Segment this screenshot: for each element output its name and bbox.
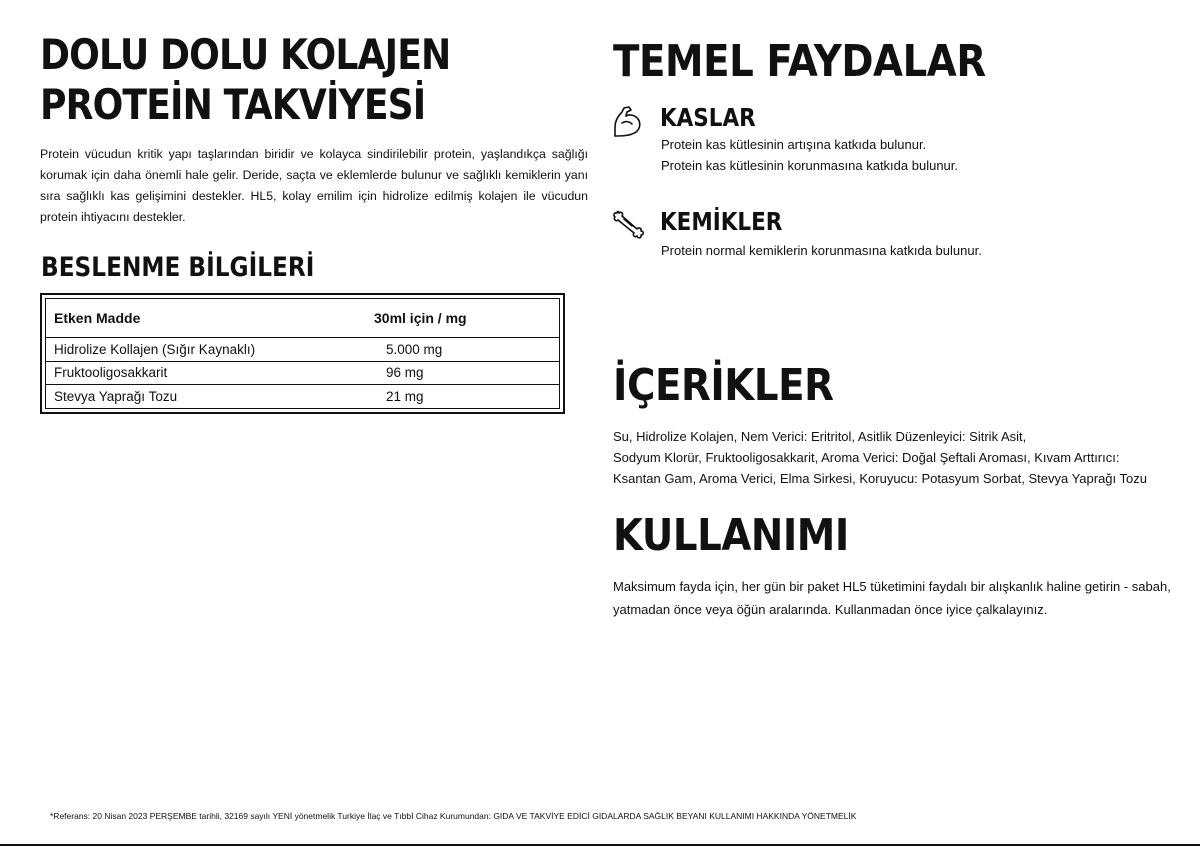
benefit-bones-title: KEMİKLER xyxy=(660,207,783,236)
nutrition-title: BESLENME BİLGİLERİ xyxy=(41,252,315,283)
ingredients-title: İÇERİKLER xyxy=(613,360,834,411)
product-title-line-1: DOLU DOLU KOLAJEN xyxy=(40,30,451,79)
ingredients-line: Su, Hidrolize Kolajen, Nem Verici: Eritritol, Asitlik Düzenleyici: Sitrik Asit, xyxy=(613,429,1027,444)
usage-text xyxy=(613,575,1173,621)
benefit-muscles-line-2: Protein kas kütlesinin korunmasına katkıda bulunur. xyxy=(661,158,959,173)
benefits-title: TEMEL FAYDALAR xyxy=(613,36,986,87)
benefit-muscles xyxy=(610,103,1130,183)
usage-line: Maksimum fayda için, her gün bir paket HL5 tüketimini faydalı bir alışkanlık haline getirin - sabah, xyxy=(613,579,1171,594)
table-row xyxy=(46,361,560,385)
table-row xyxy=(46,385,560,409)
product-description: Protein vücudun kritik yapı taşlarından biridir ve kolayca sindirilebilir protein, yaşlandıkça sağlığı korumak için daha önemli hale gelir. Deride, saçta ve eklemlerde bulunur ve sağlıklı kemiklerin yanı sıra sağlıklı kas gelişimini destekler. HL5, kolay emilim için hidrolize edilmiş kolajen ile vücudun protein ihtiyacını destekler. xyxy=(40,147,588,224)
product-title xyxy=(40,30,487,130)
ingredient-name: Fruktooligosakkarit xyxy=(46,361,367,385)
reference-footnote: *Referans: 20 Nisan 2023 PERŞEMBE tarihli, 32169 sayılı YENİ yönetmelik Turkiye İlaç ve Tıbbİ Cihaz Kurumundan: GIDA VE TAKVİYE EDİCİ GIDALARDA SAĞLIK BEYANI KULLANIMI HAKKINDA YÖNETMELİK xyxy=(50,811,857,821)
benefit-muscles-title: KASLAR xyxy=(660,103,756,132)
nutrition-table-frame xyxy=(40,293,565,414)
muscle-arm-icon xyxy=(610,103,646,139)
benefit-bones-line-1: Protein normal kemiklerin korunmasına katkıda bulunur. xyxy=(661,243,982,258)
benefit-bones xyxy=(610,207,1130,267)
ingredient-amount: 5.000 mg xyxy=(366,338,560,362)
ingredients-line: Sodyum Klorür, Fruktooligosakkarit, Aroma Verici: Doğal Şeftali Aroması, Kıvam Arttırıcı: xyxy=(613,450,1120,465)
bottom-divider xyxy=(0,844,1200,846)
ingredient-amount: 21 mg xyxy=(386,389,424,405)
table-row xyxy=(46,338,560,362)
product-title-line-2: PROTEİN TAKVİYESİ xyxy=(40,80,426,129)
ingredients-line: Ksantan Gam, Aroma Verici, Elma Sirkesi, Koruyucu: Potasyum Sorbat, Stevya Yaprağı Tozu xyxy=(613,471,1147,486)
usage-line: yatmadan önce veya öğün aralarında. Kullanmadan önce iyice çalkalayınız. xyxy=(613,602,1048,617)
nutrition-table xyxy=(45,298,560,409)
bone-icon xyxy=(610,207,646,243)
ingredient-name: Stevya Yaprağı Tozu xyxy=(54,389,178,405)
ingredient-name: Hidrolize Kollajen (Sığır Kaynaklı) xyxy=(46,338,367,362)
benefit-muscles-line-1: Protein kas kütlesinin artışına katkıda bulunur. xyxy=(661,137,927,152)
header-active-ingredient: Etken Madde xyxy=(46,299,367,338)
nutrition-table-header-row xyxy=(46,299,560,338)
header-amount: 30ml için / mg xyxy=(366,299,560,338)
ingredients-text xyxy=(613,426,1173,489)
usage-title: KULLANIMI xyxy=(613,510,849,561)
ingredient-amount: 96 mg xyxy=(366,361,560,385)
